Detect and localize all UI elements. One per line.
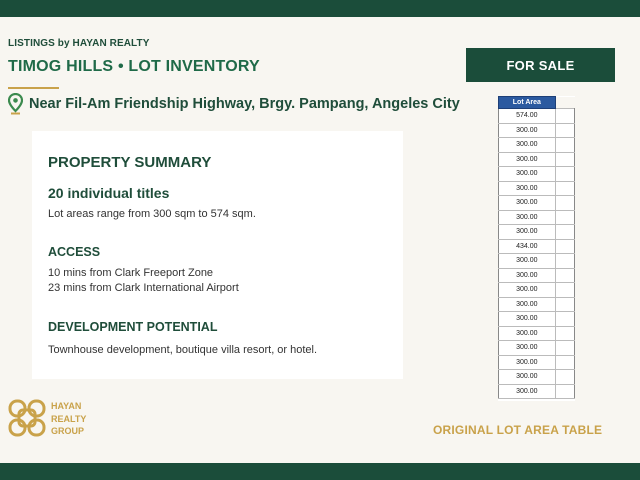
lot-area-cell: 300.00 (499, 312, 556, 327)
table-row (499, 355, 575, 370)
lot-area-cell: 300.00 (499, 196, 556, 211)
empty-cell (555, 312, 574, 327)
lot-area-cell: 300.00 (499, 152, 556, 167)
table-row (499, 210, 575, 225)
bottom-bar (0, 463, 640, 480)
table-row (499, 384, 575, 399)
for-sale-badge: FOR SALE (466, 48, 615, 82)
table-row (499, 283, 575, 298)
summary-heading: PROPERTY SUMMARY (48, 154, 212, 171)
empty-cell (555, 210, 574, 225)
property-summary-card (32, 131, 403, 379)
table-caption: ORIGINAL LOT AREA TABLE (433, 423, 603, 437)
title-underline (8, 87, 59, 89)
table-row (499, 181, 575, 196)
lot-area-cell: 300.00 (499, 123, 556, 138)
lot-area-cell: 300.00 (499, 254, 556, 269)
table-row (499, 312, 575, 327)
empty-cell (555, 370, 574, 385)
brand-name (51, 400, 86, 438)
empty-cell (555, 167, 574, 182)
empty-cell (555, 268, 574, 283)
empty-cell (555, 196, 574, 211)
table-row (499, 254, 575, 269)
empty-cell (555, 283, 574, 298)
location-row (8, 93, 460, 115)
table-row (499, 225, 575, 240)
table-row (499, 297, 575, 312)
lot-area-cell: 300.00 (499, 167, 556, 182)
empty-cell (555, 239, 574, 254)
empty-cell (555, 326, 574, 341)
empty-cell (555, 384, 574, 399)
top-bar (0, 0, 640, 17)
table-row (499, 326, 575, 341)
table-row (499, 123, 575, 138)
table-row (499, 138, 575, 153)
lot-area-column-header: Lot Area (499, 97, 556, 109)
access-line: 23 mins from Clark International Airport (48, 282, 239, 294)
lot-area-cell: 574.00 (499, 109, 556, 124)
lot-area-cell: 300.00 (499, 225, 556, 240)
lot-area-cell: 300.00 (499, 370, 556, 385)
table-row (499, 152, 575, 167)
empty-cell (555, 181, 574, 196)
table-header-row (499, 97, 575, 109)
lot-area-cell: 300.00 (499, 297, 556, 312)
brand-line: HAYAN (51, 401, 82, 411)
table-row (499, 239, 575, 254)
lot-area-cell: 300.00 (499, 283, 556, 298)
table-row (499, 341, 575, 356)
empty-cell (555, 123, 574, 138)
titles-text: Lot areas range from 300 sqm to 574 sqm. (48, 208, 256, 220)
map-pin-icon (8, 93, 23, 115)
empty-cell (555, 297, 574, 312)
lot-area-cell: 300.00 (499, 138, 556, 153)
empty-cell (555, 152, 574, 167)
lot-area-cell: 300.00 (499, 181, 556, 196)
table-row (499, 196, 575, 211)
lot-area-cell: 300.00 (499, 268, 556, 283)
lot-area-cell: 300.00 (499, 355, 556, 370)
empty-cell (555, 254, 574, 269)
lot-area-table (498, 96, 575, 399)
hayan-logo-icon (8, 399, 46, 437)
empty-cell (555, 138, 574, 153)
location-text: Near Fil-Am Friendship Highway, Brgy. Pampang, Angeles City (29, 96, 460, 112)
lot-area-cell: 300.00 (499, 341, 556, 356)
table-row (499, 109, 575, 124)
lot-area-cell: 300.00 (499, 326, 556, 341)
empty-cell (555, 355, 574, 370)
table-row (499, 268, 575, 283)
table-row (499, 370, 575, 385)
lot-area-cell: 300.00 (499, 384, 556, 399)
brand-line: REALTY (51, 413, 87, 424)
access-heading: ACCESS (48, 245, 101, 259)
page-title: TIMOG HILLS • LOT INVENTORY (8, 58, 260, 75)
lot-area-cell: 434.00 (499, 239, 556, 254)
titles-heading: 20 individual titles (48, 185, 170, 201)
empty-cell (555, 341, 574, 356)
empty-cell (555, 109, 574, 124)
development-text: Townhouse development, boutique villa resort, or hotel. (48, 344, 318, 356)
development-heading: DEVELOPMENT POTENTIAL (48, 320, 218, 334)
lot-area-cell: 300.00 (499, 210, 556, 225)
lot-table-body (499, 109, 575, 399)
access-line: 10 mins from Clark Freeport Zone (48, 267, 214, 279)
brand-line: GROUP (51, 426, 85, 436)
empty-cell (555, 225, 574, 240)
listing-kicker: LISTINGS by HAYAN REALTY (8, 38, 150, 49)
table-header-spacer (555, 97, 574, 109)
table-row (499, 167, 575, 182)
